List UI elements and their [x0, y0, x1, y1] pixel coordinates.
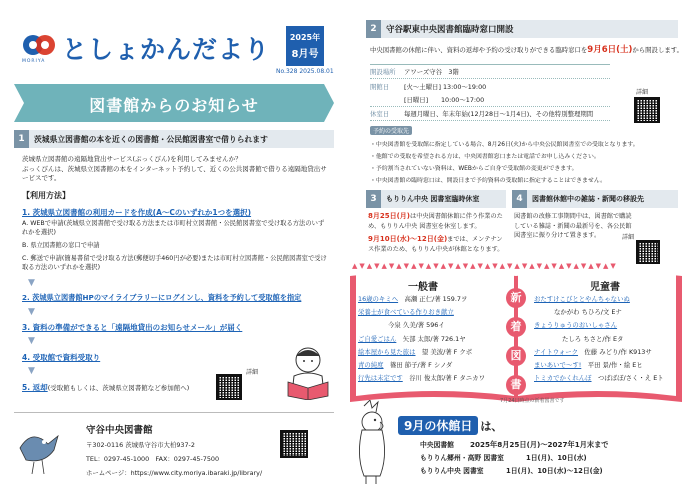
closed-row: [420, 438, 682, 452]
book-title-link[interactable]: 青の純度: [358, 361, 384, 370]
month-badge: 8月号: [291, 49, 319, 60]
closed-days-table: [420, 438, 682, 478]
section2-detail-label: 詳細: [636, 89, 649, 96]
book-info: 佐藤 みどり/作 K913サ: [584, 347, 652, 356]
step3-link[interactable]: 3. 資料の準備ができると「遠隔地貸出のお知らせメール」が届く: [22, 323, 243, 332]
banner-text: 図書館からのお知らせ: [89, 96, 259, 115]
down-arrow-icon: ▼: [28, 278, 35, 288]
garland-decoration: ▲▼▲▼▲▼▲▼▲▼▲▼▲▼▲▼▲▼▲▼▲▼▲▼▲▼▲▼▲▼▲▼▲▼▲▼: [352, 262, 618, 270]
note-item: ・予約割当されていない資料は、WEBからご自身で受取館の変更ができます。: [370, 166, 578, 172]
note-item: ・他館での受取を希望される方は、中央図書館窓口または電話でお申し込みください。: [370, 154, 600, 160]
library-name: 守谷中央図書館: [86, 425, 153, 436]
new-books-label: [506, 288, 528, 395]
book-info: 平田 景/作・絵 Eヒ: [587, 361, 643, 370]
section1-intro2: ぶっくびんは、茨城県立図書館の本をインターネット予約して、近くの公共図書館で借りる遠隔地貸出サービスです。: [22, 165, 327, 182]
closed-row: [420, 452, 682, 465]
section3-date1: 8月25日(月): [368, 212, 411, 220]
reading-child-illustration: [280, 342, 336, 402]
info-value: [火〜土曜日] 13:00〜19:00: [404, 82, 487, 91]
book-title-link[interactable]: 絵本屋から見た旅は: [358, 347, 416, 356]
info-value: [日曜日] 10:00〜17:00: [404, 96, 485, 104]
list-item: [358, 359, 508, 372]
list-item: [358, 319, 508, 332]
list-item: [358, 346, 508, 359]
book-title-link[interactable]: 行先は未定です: [358, 374, 403, 383]
section4-number: 4: [512, 190, 527, 208]
list-item: [534, 372, 684, 385]
year-badge: 2025年: [289, 33, 321, 42]
info-row: [370, 93, 610, 107]
children-books-list: [534, 293, 684, 385]
general-books-list: [358, 293, 508, 385]
section3-line2: [368, 235, 508, 254]
section1-qr-code[interactable]: [216, 374, 242, 400]
down-arrow-icon: ▼: [28, 336, 35, 346]
book-info: 望 美波/著 F クボ: [421, 347, 473, 356]
step5-link[interactable]: 5. 返却: [22, 383, 48, 392]
cockatoo-illustration: [346, 400, 398, 488]
section3-text1: は中央図書館休館に伴う作業のため、もりりん中央 図書室を休室します。: [368, 213, 503, 230]
section3-line1: [368, 212, 508, 231]
step5-detail: (受取館もしくは、茨城県立図書館など参加館へ): [47, 384, 190, 392]
step1-option-b: B. 県立図書館の窓口で申請: [22, 242, 100, 249]
section4-detail-label: 詳細: [622, 234, 635, 241]
new-books-char: 着: [506, 317, 526, 337]
closed-dates: 2025年8月25日(月)〜2027年1月末まで: [470, 440, 609, 449]
owl-illustration: [14, 418, 72, 476]
general-heading: 一般書: [408, 282, 438, 293]
book-info: なかがわ ちひろ/文 Eナ: [554, 308, 622, 317]
list-item: [358, 333, 508, 346]
section2-number: 2: [366, 20, 381, 38]
newsletter-title: としょかんだより: [62, 35, 271, 64]
section4-qr-code[interactable]: [636, 240, 660, 264]
book-info: 矢部 太郎/著 726.1ヤ: [402, 334, 466, 343]
step1-link[interactable]: 1. 茨城県立図書館の利用カードを作成(A〜Cのいずれか1つを選択): [22, 208, 252, 217]
down-arrow-icon: ▼: [28, 307, 35, 317]
section4-title: 図書館休館中の雑誌・新聞の移設先: [532, 195, 644, 203]
step4-link[interactable]: 4. 受取館で資料受取り: [22, 353, 101, 362]
section2-title: 守谷駅東中央図書館臨時窓口開設: [386, 25, 514, 35]
closed-days-suffix: は、: [480, 420, 503, 433]
usage-heading: 【利用方法】: [22, 191, 70, 200]
book-info: 篠田 節子/著 F シノダ: [389, 361, 453, 370]
new-books-char: 新: [506, 288, 526, 308]
section1-intro1: 茨城県立図書館の遠隔地貸出サービス(ぶっくびん)を利用してみませんか？: [22, 155, 242, 163]
new-books-footnote: 7月24日時点の新着図書です: [500, 398, 565, 404]
closed-place: 中央図書館: [420, 441, 454, 449]
children-heading: 児童書: [590, 282, 620, 293]
section1-detail-label: 詳細: [246, 369, 259, 376]
list-item: [358, 372, 508, 385]
book-title-link[interactable]: トミカでかくれんぼ: [534, 374, 592, 383]
list-item: [534, 359, 684, 372]
library-tel-fax: TEL：0297-45-1000 FAX：0297-45-7500: [86, 455, 220, 463]
section2-open-date: 9月6日(土): [587, 45, 633, 55]
list-item: [534, 333, 684, 346]
down-arrow-icon: ▼: [28, 366, 35, 376]
section4: [512, 190, 678, 208]
step1-option-c: C. 郵送で申請(簡易書留で受け取る方法(郵便切手460円が必要)または市町村立図書館・公民館図書室で受け取る方法のいずれかを選択): [22, 255, 327, 271]
book-title-link[interactable]: ご自愛ごはん: [358, 334, 397, 343]
reserve-tag: 予約の受取先: [370, 126, 412, 135]
info-value: アワーズ守谷 3階: [404, 68, 459, 76]
moriya-logo-icon: [22, 34, 56, 56]
section2-intro: [370, 43, 684, 55]
section1-header: [14, 130, 334, 148]
info-row: [370, 65, 610, 79]
section2-info-table: [370, 64, 610, 121]
book-info: 高瀬 正仁/著 159.7ヲ: [404, 295, 468, 303]
logo-text: MORIYA: [22, 59, 46, 64]
section1-title: 茨城県立図書館の本を近くの図書館・公民館図書室で借りられます: [34, 134, 268, 144]
new-books-char: 書: [506, 375, 526, 395]
book-title-link[interactable]: 栄養士が食べている作りおき献立: [358, 308, 454, 317]
section2-intro-before: 中央図書館の休館に伴い、資料の返却や予約の受け取りができる臨時窓口を: [370, 46, 588, 54]
info-value: 毎週月曜日、年末年始(12月28日〜1月4日)、その他特別整理期間: [404, 110, 594, 118]
library-homepage[interactable]: ホームページ：https://www.city.moriya.ibaraki.jp/library/: [86, 469, 263, 477]
homepage-qr-code[interactable]: [280, 430, 308, 458]
book-info: たしろ ちさと/作 Eタ: [562, 334, 624, 343]
step2-link[interactable]: 2. 茨城県立図書館HPのマイライブラリーにログインし、資料を予約して受取館を指定: [22, 293, 302, 302]
section1-number: 1: [14, 130, 29, 148]
book-info: つばばぼ/さく・え Eト: [597, 374, 664, 383]
list-item: [534, 293, 684, 306]
section3-number: 3: [366, 190, 381, 208]
notice-banner: [14, 84, 334, 122]
new-books-char: 図: [506, 346, 526, 366]
info-label: 開館日: [370, 82, 390, 91]
section2-notes: [370, 139, 685, 187]
section2-qr-code[interactable]: [634, 97, 660, 123]
section3-text2: までは、メンテナンス作業のため、もりりん中央が休館となります。: [368, 236, 504, 253]
list-item: [358, 306, 508, 319]
step1-option-a: A. WEBで申請(茨城県立図書館で受け取る方法または市町村立図書館・公民館図書室で受け取る方法のいずれかを選択): [22, 220, 325, 236]
book-title-link[interactable]: きょうりゅうのおいしゃさん: [534, 321, 618, 330]
closed-place: もりりん中央 図書室: [420, 467, 484, 475]
section2: [366, 20, 678, 38]
issue-number: No.328 2025.08.01: [276, 68, 334, 75]
closed-row: [420, 465, 682, 478]
closed-dates: 1日(月)、10日(水)〜12日(金): [506, 467, 603, 475]
book-title-link[interactable]: まいあいで〜す!: [534, 361, 582, 370]
library-address: 〒302-0116 茨城県守谷市大柏937-2: [86, 441, 195, 449]
closed-days-heading: [398, 416, 502, 435]
list-item: [358, 293, 508, 306]
section4-body: 図書館の改修工事期間中は、図書館で購読している雑誌・新聞の最新号を、各公民館図書室に振り分けて置きます。: [514, 213, 632, 239]
list-item: [534, 319, 684, 332]
section3-body: [368, 212, 508, 254]
section1: [14, 130, 334, 148]
note-item: ・中央図書館を受取館に指定している場合、8月26日(火)から中央公民館図書室での受取となります。: [370, 142, 639, 148]
info-label: 開設場所: [370, 68, 396, 76]
list-item: [534, 346, 684, 359]
section2-header: [366, 20, 678, 38]
book-title-link[interactable]: 16歳のキミへ: [358, 295, 399, 303]
closed-days-title: 9月の休館日: [398, 416, 478, 435]
step5: [22, 382, 189, 393]
info-row: [370, 107, 610, 121]
section3-date2: 9月10日(水)〜12日(金): [368, 235, 448, 243]
issue-badge: [286, 26, 324, 66]
info-label: 休室日: [370, 110, 390, 118]
list-item: [534, 306, 684, 319]
section3: [366, 190, 506, 208]
note-item: ・中央図書館の臨時窓口は、開設日まで予約資料の受取館に指定することはできません。: [370, 178, 606, 184]
footer-divider: [14, 412, 334, 413]
closed-dates: 1日(月)、10日(水): [526, 454, 587, 462]
section3-header: [366, 190, 506, 208]
section3-title: もりりん中央 図書室臨時休室: [386, 195, 480, 203]
book-info: 今泉 久美/著 596イ: [388, 321, 445, 330]
section2-intro-after: から開設します。: [632, 46, 684, 54]
book-info: 谷川 俊太郎/著 F タニカワ: [409, 374, 485, 383]
section4-header: [512, 190, 678, 208]
book-title-link[interactable]: おたすけこびととやんちゃないぬ: [534, 295, 630, 303]
closed-place: もりりん郷州・高野 図書室: [420, 454, 504, 462]
info-row: [370, 79, 610, 93]
book-title-link[interactable]: ナイトウォーク: [534, 347, 579, 356]
